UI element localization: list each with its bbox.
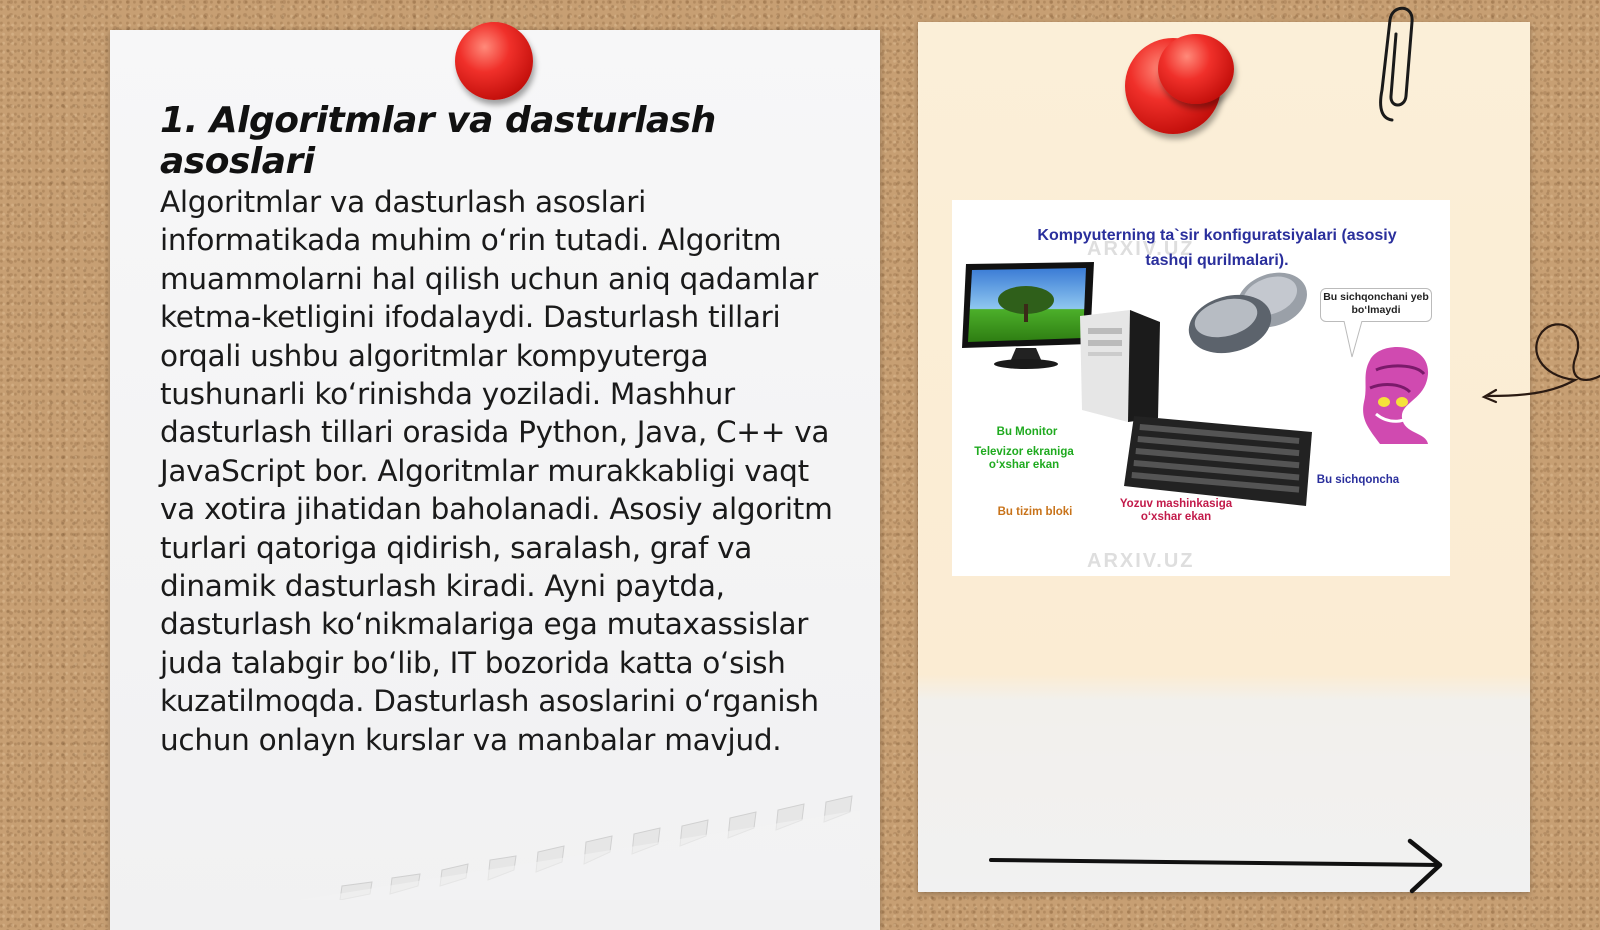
mouse-icon [1180,266,1320,366]
keyboard-note-label: Yozuv mashinkasiga o‘xshar ekan [1119,498,1233,523]
system-unit-label: Bu tizim bloki [997,506,1073,518]
body-paragraph: Algoritmlar va dasturlash asoslari informatikada muhim o‘rin tutadi. Algoritm muammolarni hal qilish uchun aniq qadamlar ketma-ketligini ifodalaydi. Dasturlash tillari orqali ushbu algoritmlar kompyuterga tushunarli ko‘rinishda yoziladi. Mashhur dasturlash tillari orasida Python, Java, C++ va JavaScript bor. Algoritmlar murakkabligi vaqt va xotira jihatidan baholanadi. Asosiy algoritm turlari qatoriga qidirish, saralash, graf va dinamik dasturlash kiradi. Ayni paytda, dasturlash ko‘nikmalariga ega mutaxassislar juda talabgir bo‘lib, IT bozorida katta o‘sish kuzatilmoqda. Dasturlash asoslarini o‘rganish uchun onlayn kurslar va manbalar mavjud. [160,185,833,757]
section-heading: 1. Algoritmlar va dasturlash asoslari [160,100,716,182]
mouse-label: Bu sichqoncha [1316,474,1400,486]
watermark: ARXIV.UZ [1087,238,1195,260]
paperclip-icon [1376,0,1416,125]
speech-bubble: Bu sichqonchani yeb bo‘lmaydi [1320,288,1432,322]
monitor-note-label: Televizor ekraniga o‘xshar ekan [974,446,1074,471]
monitor-label: Bu Monitor [996,426,1058,438]
image-title: Kompyuterning ta`sir konfiguratsiyalari (asosiy tashqi qurilmalari). [1037,227,1397,269]
computer-devices-image [952,200,1450,576]
arrow-right-icon [985,835,1445,895]
keyboard-icon [1122,410,1322,510]
curl-arrow-icon [1480,310,1600,410]
system-unit-icon [1070,308,1170,423]
torn-tabs-decoration [300,790,880,900]
bubble-tail [1340,321,1370,361]
red-pushpin-icon [1158,34,1234,104]
watermark: ARXIV.UZ [1087,550,1195,572]
red-pushpin-icon [455,22,533,100]
